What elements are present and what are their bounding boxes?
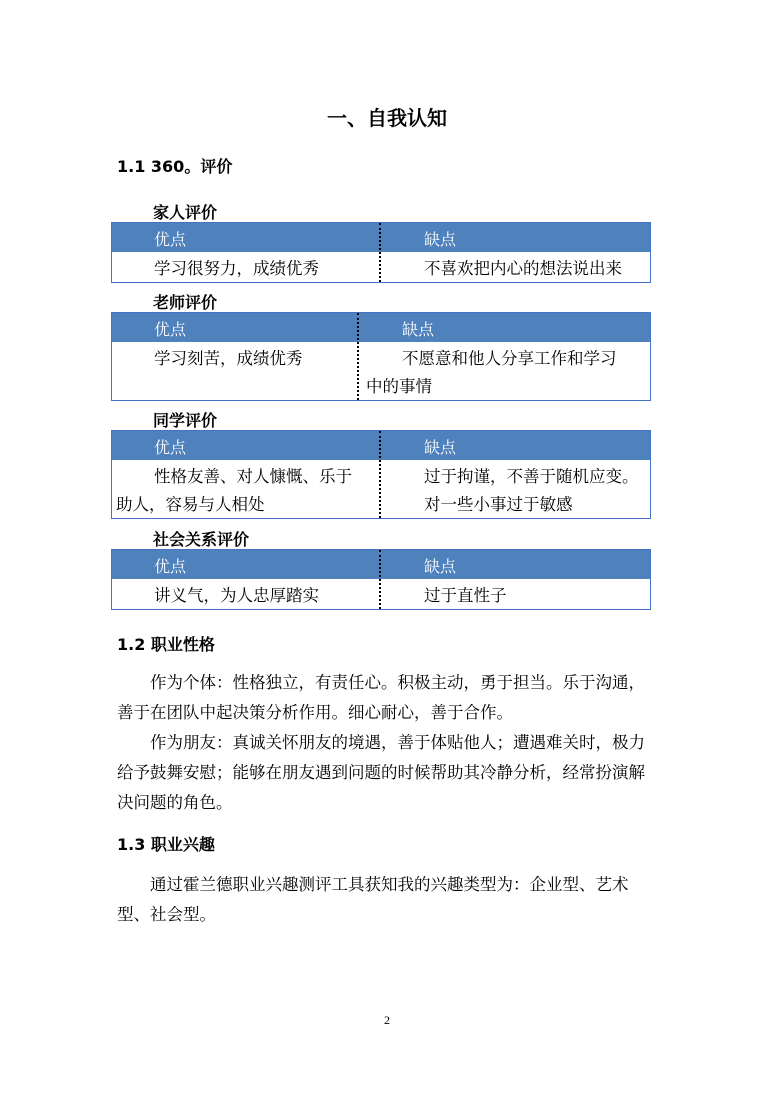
teacher-evaluation-table xyxy=(111,312,651,401)
column-divider xyxy=(379,550,381,609)
weaknesses-cell-line1: 不愿意和他人分享工作和学习 xyxy=(402,349,617,368)
column-divider xyxy=(357,313,359,400)
weaknesses-header: 缺点 xyxy=(402,320,435,339)
teacher-evaluation-label: 老师评价 xyxy=(153,293,218,312)
page-number: 2 xyxy=(384,1013,390,1027)
weaknesses-header: 缺点 xyxy=(424,438,457,457)
column-divider xyxy=(379,223,381,282)
strengths-cell-line1: 性格友善、对人慷慨、乐于 xyxy=(154,467,352,486)
family-evaluation-table xyxy=(111,222,651,283)
career-personality-text xyxy=(117,668,657,818)
table-header-row xyxy=(112,431,650,460)
weaknesses-cell-line2: 中的事情 xyxy=(366,377,432,396)
weaknesses-cell: 过于直性子 xyxy=(424,586,507,605)
social-evaluation-table xyxy=(111,549,651,610)
career-interest-text xyxy=(117,870,657,930)
table-header-row xyxy=(112,223,650,252)
table-header-row xyxy=(112,313,650,342)
strengths-header: 优点 xyxy=(154,438,187,457)
paragraph-interest: 通过霍兰德职业兴趣测评工具获知我的兴趣类型为：企业型、艺术型、社会型。 xyxy=(117,875,629,924)
paragraph-as-individual: 作为个体：性格独立，有责任心。积极主动，勇于担当。乐于沟通，善于在团队中起决策分析作用。细心耐心，善于合作。 xyxy=(117,673,645,722)
strengths-header: 优点 xyxy=(154,230,187,249)
column-divider xyxy=(379,431,381,518)
strengths-header: 优点 xyxy=(154,320,187,339)
weaknesses-cell: 不喜欢把内心的想法说出来 xyxy=(424,259,622,278)
social-evaluation-label: 社会关系评价 xyxy=(153,530,250,549)
weaknesses-header: 缺点 xyxy=(424,557,457,576)
classmate-evaluation-label: 同学评价 xyxy=(153,411,218,430)
strengths-cell: 学习刻苦，成绩优秀 xyxy=(154,349,303,368)
family-evaluation-label: 家人评价 xyxy=(153,203,218,222)
weaknesses-header: 缺点 xyxy=(424,230,457,249)
strengths-cell: 学习很努力，成绩优秀 xyxy=(154,259,319,278)
weaknesses-cell-line1: 过于拘谨，不善于随机应变。 xyxy=(424,467,639,486)
paragraph-as-friend: 作为朋友：真诚关怀朋友的境遇，善于体贴他人；遭遇难关时，极力给予鼓舞安慰；能够在朋友遇到问题的时候帮助其冷静分析，经常扮演解决问题的角色。 xyxy=(117,733,645,812)
section-heading-1-2: 1.2 职业性格 xyxy=(117,635,215,654)
section-heading-1-1: 1.1 360。评价 xyxy=(117,157,233,176)
section-heading-1-3: 1.3 职业兴趣 xyxy=(117,835,215,854)
page-title: 一、自我认知 xyxy=(327,106,447,130)
strengths-header: 优点 xyxy=(154,557,187,576)
classmate-evaluation-table xyxy=(111,430,651,519)
weaknesses-cell-line2: 对一些小事过于敏感 xyxy=(424,495,573,514)
strengths-cell: 讲义气，为人忠厚踏实 xyxy=(154,586,319,605)
strengths-cell-line2: 助人，容易与人相处 xyxy=(116,495,265,514)
table-header-row xyxy=(112,550,650,579)
